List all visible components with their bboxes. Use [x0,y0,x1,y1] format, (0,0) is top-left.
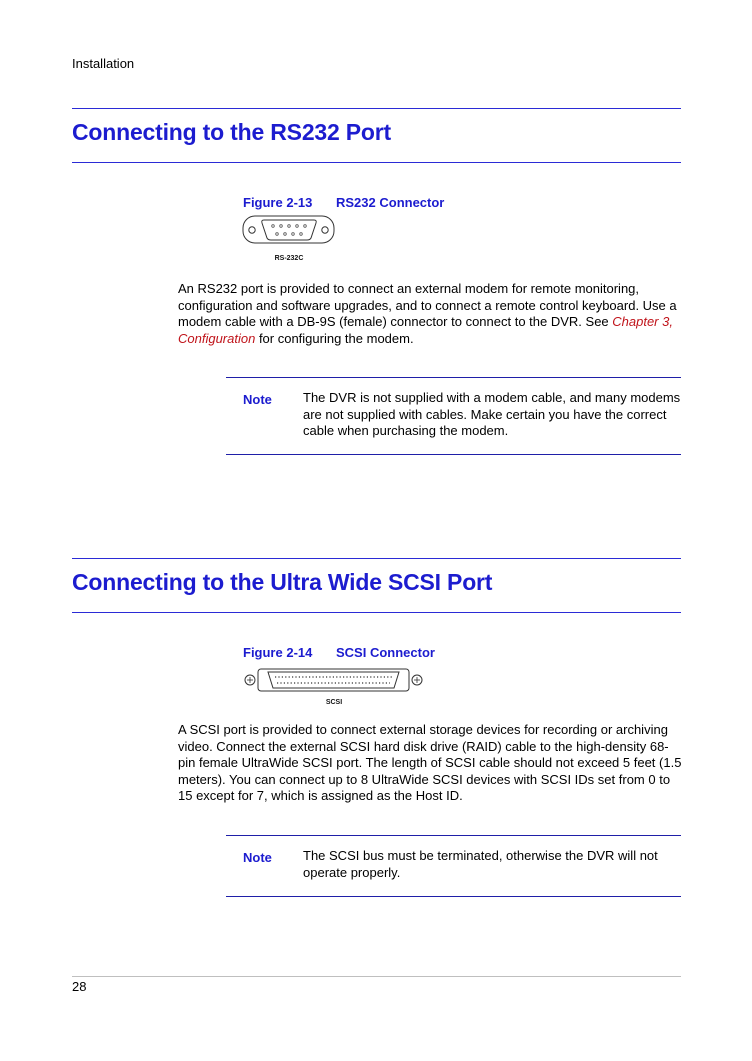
figure-2-14-caption [243,645,435,660]
figure-title: RS232 Connector [336,195,445,210]
note2-bottom-rule [226,896,681,897]
note1-label: Note [243,392,272,407]
section1-body [178,281,683,347]
section1-title: Connecting to the RS232 Port [72,119,391,145]
section2-title: Connecting to the Ultra Wide SCSI Port [72,569,493,595]
section2-top-rule [72,558,681,559]
note1-text: The DVR is not supplied with a modem cable, and many modems are not supplied with cables. Make certain you have the correct cable when purchasing the modem. [303,390,681,438]
figure-2-13-caption [243,195,444,210]
section1-bottom-rule [72,162,681,163]
section2-body: A SCSI port is provided to connect external storage devices for recording or archiving video. Connect the external SCSI hard disk drive (RAID) cable to the high-density 68-pin female UltraWide SCSI port. The length of SCSI cable should not exceed 5 feet (1.5 meters). You can connect up to 8 UltraWide SCSI devices with SCSI IDs set from 0 to 15 except for 7, which is assigned as the Host ID. [178,722,682,803]
footer-rule [72,976,681,977]
scsi-connector-illustration [242,667,426,709]
section1-top-rule [72,108,681,109]
rs232-connector-label: RS-232C [274,255,304,262]
section2-bottom-rule [72,612,681,613]
note2-top-rule [226,835,681,836]
page-number: 28 [72,979,87,994]
section1-body-text-end: for configuring the modem. [255,330,414,346]
scsi-connector-label: SCSI [325,699,343,706]
note1-top-rule [226,377,681,378]
figure-title: SCSI Connector [336,645,435,660]
rs232-connector-illustration [242,214,336,264]
note2-label: Note [243,850,272,865]
figure-number: Figure 2-14 [243,645,313,660]
chapter3-configuration-link[interactable]: Chapter 3, Configuration [178,314,673,346]
figure-number: Figure 2-13 [243,195,313,210]
note2-text: The SCSI bus must be terminated, otherwise the DVR will not operate properly. [303,848,658,880]
note1-bottom-rule [226,454,681,455]
running-header: Installation [72,56,135,71]
section1-body-text: An RS232 port is provided to connect an external modem for remote monitoring, configuration and software upgrades, and to connect a remote control keyboard. Use a modem cable with a DB-9S (female) connector to connect to the DVR. See [178,281,677,329]
